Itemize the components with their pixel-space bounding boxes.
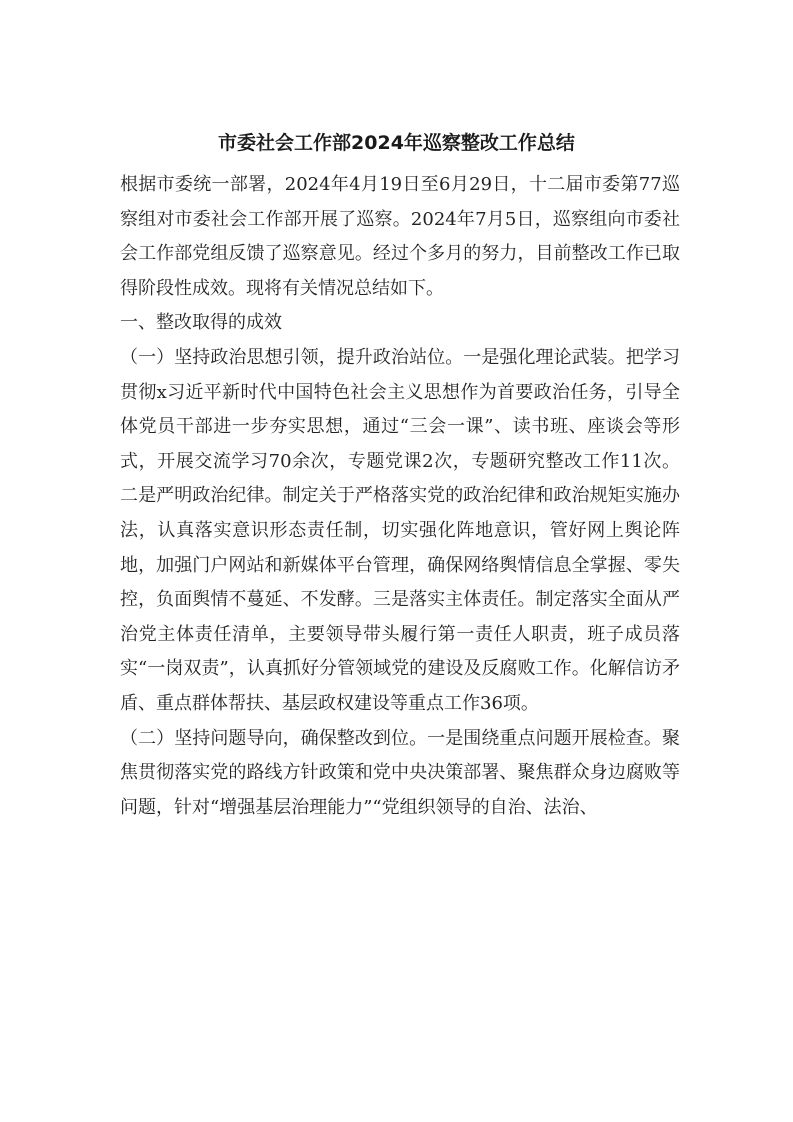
- paragraph-problem-oriented: （二）坚持问题导向，确保整改到位。一是围绕重点问题开展检查。聚焦贯彻落实党的路线方针政策和党中央决策部署、聚焦群众身边腐败等问题，针对“增强基层治理能力”“党组织领导的自治、法治、: [120, 727, 680, 818]
- document-title: 市委社会工作部2024年巡察整改工作总结: [218, 132, 575, 154]
- document-body: [120, 168, 680, 825]
- section-heading-achievements: 一、整改取得的成效: [120, 312, 282, 334]
- paragraph-political-guidance: （一）坚持政治思想引领，提升政治站位。一是强化理论武装。把学习贯彻x习近平新时代中国特色社会主义思想作为首要政治任务，引导全体党员干部进一步夯实思想，通过“三会一课”、读书班、座谈会等形式，开展交流学习70余次，专题党课2次，专题研究整改工作11次。二是严明政治纪律。制定关于严格落实党的政治纪律和政治规矩实施办法，认真落实意识形态责任制，切实强化阵地意识，管好网上舆论阵地，加强门户网站和新媒体平台管理，确保网络舆情信息全掌握、零失控，负面舆情不蔓延、不发酵。三是落实主体责任。制定落实全面从严治党主体责任清单，主要领导带头履行第一责任人职责，班子成员落实“一岗双责”，认真抓好分管领域党的建设及反腐败工作。化解信访矛盾、重点群体帮扶、基层政权建设等重点工作36项。: [120, 346, 680, 714]
- paragraph-intro: 根据市委统一部署，2024年4月19日至6月29日，十二届市委第77巡察组对市委社会工作部开展了巡察。2024年7月5日，巡察组向市委社会工作部党组反馈了巡察意见。经过个多月的努力，目前整改工作已取得阶段性成效。现将有关情况总结如下。: [120, 174, 680, 299]
